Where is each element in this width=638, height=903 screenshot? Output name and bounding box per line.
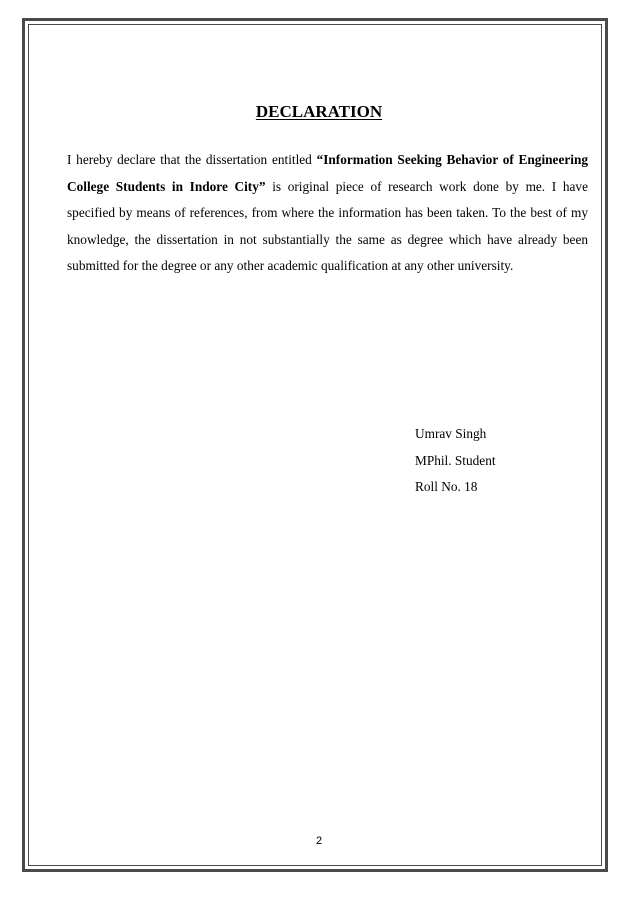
page-number: 2 bbox=[315, 835, 323, 847]
paragraph-intro: I hereby declare that the dissertation entitled bbox=[67, 152, 317, 167]
declaration-title: DECLARATION bbox=[255, 102, 383, 121]
dissertation-title: “Information Seeking Behavior of Engineering College Students in Indore City” bbox=[67, 152, 588, 194]
signatory-roll-number: Roll No. 18 bbox=[415, 479, 478, 494]
paragraph-rest: is original piece of research work done by me. I have specified by means of references, from where the information has been taken. To the best of my knowledge, the dissertation in not substantially the same as degree which have already been submitted for the degree or any other academic qualification at any other university. bbox=[67, 178, 588, 274]
signatory-designation: MPhil. Student bbox=[415, 452, 496, 468]
signatory-name: Umrav Singh bbox=[415, 426, 487, 441]
declaration-paragraph bbox=[67, 147, 588, 280]
signature-block bbox=[415, 421, 496, 501]
